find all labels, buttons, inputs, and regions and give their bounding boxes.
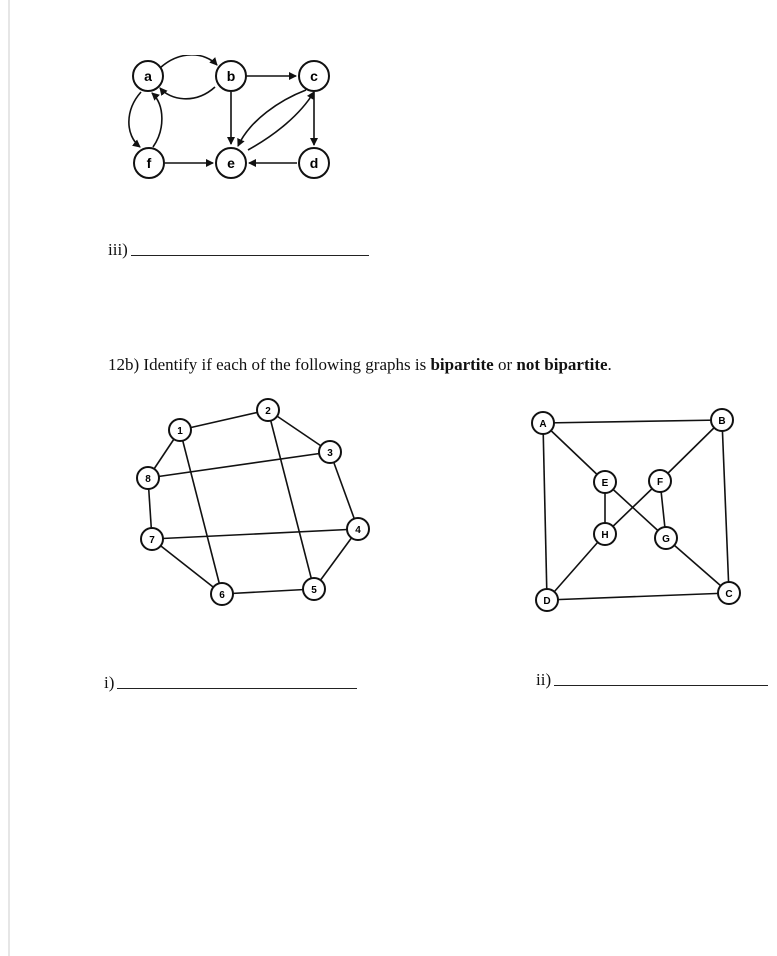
- node-7-label: 7: [149, 535, 155, 546]
- question-12b: [108, 355, 612, 375]
- node-H-label: H: [601, 530, 609, 541]
- node-G: [655, 527, 677, 549]
- question-prefix: 12b) Identify if each of the following graphs is: [108, 355, 431, 374]
- node-C: [718, 582, 740, 604]
- node-f: [134, 148, 164, 178]
- lettered-graph: [525, 405, 747, 615]
- node-B-label: B: [718, 416, 726, 427]
- node-D: [536, 589, 558, 611]
- node-e: [216, 148, 246, 178]
- node-a: [133, 61, 163, 91]
- answer-ii: [536, 670, 768, 690]
- page-left-border: [8, 0, 10, 956]
- node-1-label: 1: [177, 426, 183, 437]
- node-1: [169, 419, 191, 441]
- answer-i-label: i): [104, 673, 115, 692]
- node-f-label: f: [146, 155, 152, 171]
- question-suffix: .: [607, 355, 612, 374]
- node-E-label: E: [601, 478, 609, 489]
- numbered-graph: [130, 395, 375, 610]
- node-2-label: 2: [265, 406, 271, 417]
- node-d-label: d: [309, 155, 319, 171]
- node-7: [141, 528, 163, 550]
- question-bold-not-bipartite: not bipartite: [516, 355, 608, 374]
- node-6: [211, 583, 233, 605]
- node-c: [299, 61, 329, 91]
- node-8-label: 8: [145, 474, 151, 485]
- node-2: [257, 399, 279, 421]
- node-A-label: A: [539, 419, 547, 430]
- node-3-label: 3: [327, 448, 333, 459]
- node-5: [303, 578, 325, 600]
- node-4: [347, 518, 369, 540]
- node-G-label: G: [662, 534, 670, 545]
- node-b: [216, 61, 246, 91]
- answer-iii-label: iii): [108, 240, 128, 259]
- node-e-label: e: [227, 155, 235, 171]
- node-8: [137, 467, 159, 489]
- node-B: [711, 409, 733, 431]
- answer-i-blank[interactable]: [117, 688, 357, 689]
- node-a-label: a: [144, 68, 152, 84]
- directed-graph-top: [120, 55, 350, 185]
- answer-ii-label: ii): [536, 670, 552, 689]
- node-d: [299, 148, 329, 178]
- answer-iii-blank[interactable]: [131, 255, 369, 256]
- node-D-label: D: [543, 596, 551, 607]
- node-4-label: 4: [355, 525, 361, 536]
- node-E: [594, 471, 616, 493]
- node-b-label: b: [226, 68, 236, 84]
- node-c-label: c: [310, 68, 318, 84]
- node-H: [594, 523, 616, 545]
- node-5-label: 5: [311, 585, 317, 596]
- answer-ii-blank[interactable]: [554, 685, 768, 686]
- node-C-label: C: [725, 589, 733, 600]
- node-F-label: F: [656, 477, 664, 488]
- node-F: [649, 470, 671, 492]
- question-bold-bipartite: bipartite: [430, 355, 494, 374]
- question-mid: or: [493, 355, 517, 374]
- answer-iii: [108, 240, 369, 260]
- node-A: [532, 412, 554, 434]
- node-3: [319, 441, 341, 463]
- node-6-label: 6: [219, 590, 225, 601]
- answer-i: [104, 673, 357, 693]
